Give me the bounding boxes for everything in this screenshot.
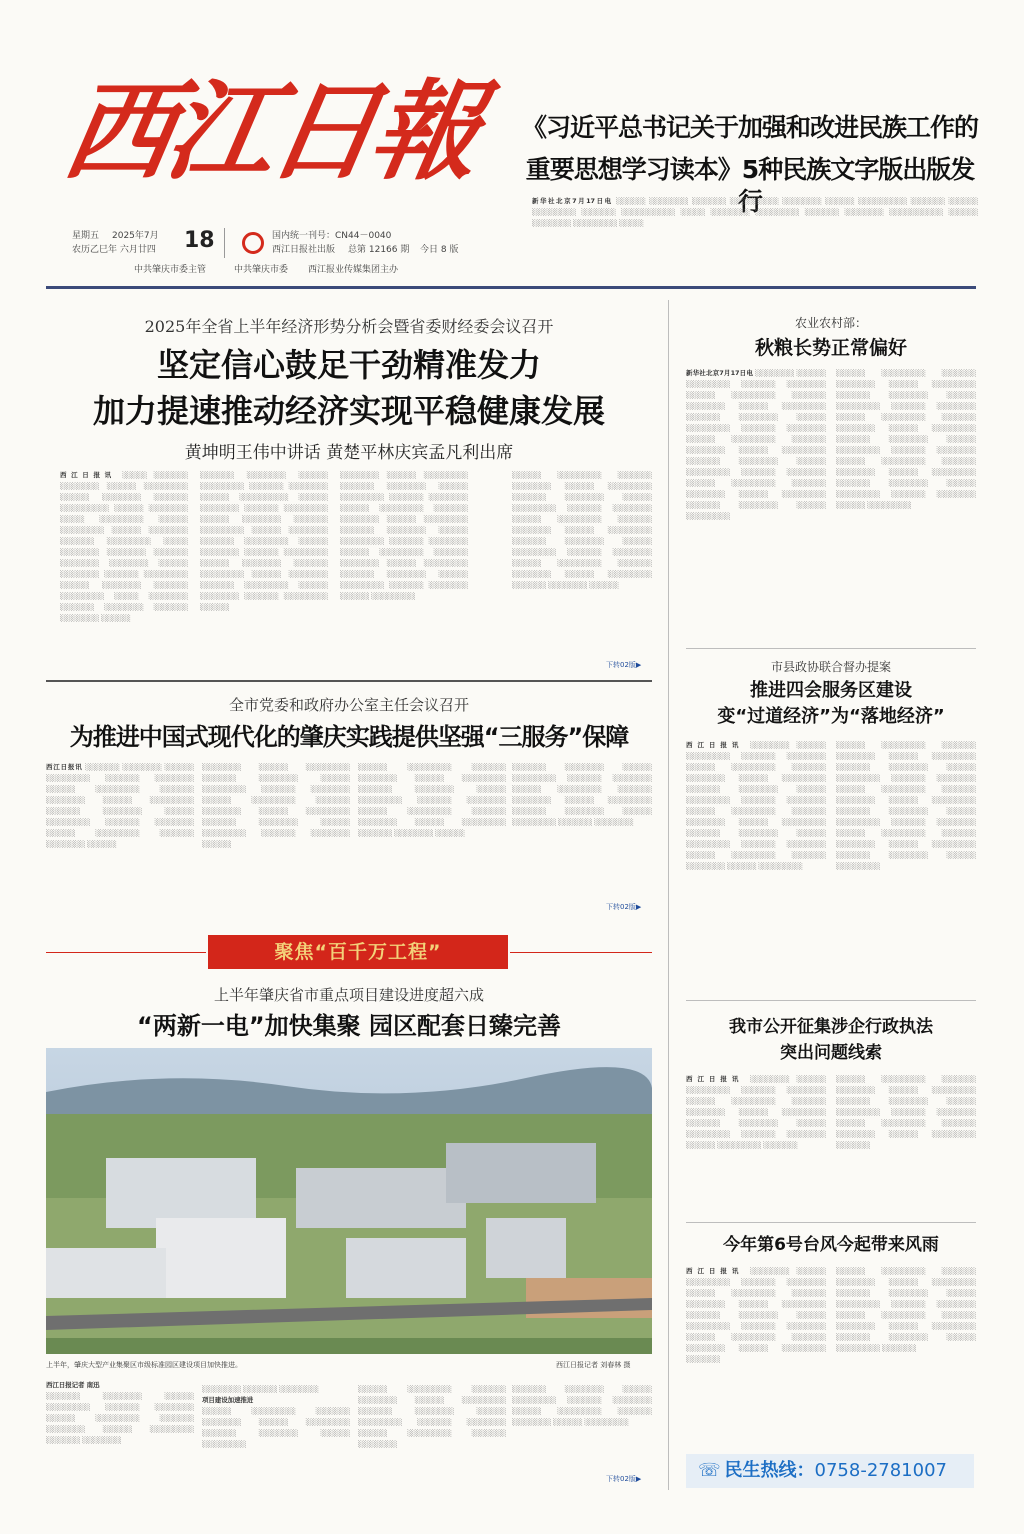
top-story-dateline: 新华社北京7月17日电 [532,197,613,205]
weekday: 星期五 [72,231,100,241]
date-line: 2025年7月 [112,231,159,241]
third-byline: 西江日报记者 南迅 [46,1381,100,1389]
second-byline: 西江日报讯 [46,763,83,771]
third-column-4: ░░░░░░░ ░░░░░░░░ ░░░░░░ ░░░░░░░░░ ░░░░░░░ ░░░░░░░░ ░░░░░░ ░░░░░░░░░ ░░░░░░░ ░░░░░░░░ ░░░░░░ ░░░░░░░░░ [512,1385,652,1426]
day-number: 18 [184,228,215,253]
lead-subtitle: 黄坤明王伟中讲话 黄楚平林庆宾孟凡利出席 [184,443,514,463]
lead-column-1: 西江日报讯 ░░░░░ ░░░░░░░ ░░░░░░░░ ░░░░░░ ░░░░░░░░░ ░░░░░░ ░░░░░░░░ ░░░░░░░ ░░░░░░░░░░ ░░░░░░ ░░░░░░░░ ░░░░░ ░░░░░░░░░ ░░░░░░ ░░░░░░░░░ ░░░░░░ ░░░░░░░░ ░░░░░░░ ░░░░░░░░░ ░░░░░ ░░░░░░░░ ░░░░░░░░ ░░░░░░░ ░░░░░░░░ ░░░░░░░░ ░░░░░░ ░░░░░░░░ ░░░░░░░ ░░░░░░░░░ ░░░░░░ ░░░░░░░░ ░░░░░░░ ░░░░░░░░░ ░░░░░ ░░░░░░░░ ░░░░░░░ ░░░░░░░░ ░░░░░░░ ░░░░░░░░ ░░░░░░ [60,471,188,622]
right-s1-dateline: 新华社北京7月17日电 [686,369,753,377]
lunar-date: 农历乙巳年 六月廿四 [72,245,156,255]
second-title: 为推进中国式现代化的肇庆实践提供坚强“三服务”保障 [69,723,629,751]
third-column-2: ░░░░░░░░ ░░░░░░░ ░░░░░░░░ 项目建设加速推进 ░░░░░░ ░░░░░░░░░ ░░░░░░░ ░░░░░░░░ ░░░░░░ ░░░░░░░░░ ░░░░░░░ ░░░░░░░░ ░░░░░░ ░░░░░░░░░ [202,1385,350,1448]
top-story-title-1: 《习近平总书记关于加强和改进民族工作的 [521,113,978,142]
right-s1-column-2: ░░░░░░ ░░░░░░░░░ ░░░░░░░ ░░░░░░░░ ░░░░░░ ░░░░░░░░░ ░░░░░░░ ░░░░░░░░ ░░░░░░ ░░░░░░░░░ ░░░░░░░ ░░░░░░░░ ░░░░░░ ░░░░░░░░░ ░░░░░░░ ░░░░░░░░ ░░░░░░ ░░░░░░░░░ ░░░░░░░ ░░░░░░░░ ░░░░░░ ░░░░░░░░░ ░░░░░░░ ░░░░░░░░ ░░░░░░ ░░░░░░░░░ ░░░░░░░ ░░░░░░░░ ░░░░░░ ░░░░░░░░░ ░░░░░░░ ░░░░░░░░ ░░░░░░ ░░░░░░░░░ ░░░░░░░ ░░░░░░░░ ░░░░░░ ░░░░░░░░░ [836,369,976,509]
third-title: “两新一电”加快集聚 园区配套日臻完善 [137,1012,561,1040]
right-s3-column-2: ░░░░░░ ░░░░░░░░░ ░░░░░░░ ░░░░░░░░ ░░░░░░ ░░░░░░░░░ ░░░░░░░ ░░░░░░░░ ░░░░░░ ░░░░░░░░░ ░░░░░░░ ░░░░░░░░ ░░░░░░ ░░░░░░░░░ ░░░░░░░ ░░░░░░░░ ░░░░░░ ░░░░░░░░░ ░░░░░░░ [836,1075,976,1149]
top-story-body: 新华社北京7月17日电 ░░░░░░ ░░░░░░░░ ░░░░░░░ ░░░░░░░░░░ ░░░░░░░░ ░░░░░░ ░░░░░░░░░░ ░░░░░░░ ░░░░░░ ░░░░░░░░░ ░░░░░░░ ░░░░░░░░░░░ ░░░░░ ░░░░░░░░ ░░░░░░░░░ ░░░░░░░ ░░░░░░░░ ░░░░░░░░░░░ ░░░░░░ ░░░░░░░░ ░░░░░░░░░ ░░░░░ [532,197,978,227]
lead-kicker: 2025年全省上半年经济形势分析会暨省委财经委会议召开 [144,317,554,336]
second-continued[interactable]: 下转02版▶ [606,903,642,911]
right-s3-byline: 西江日报讯 [686,1075,744,1083]
right-s4-column-2: ░░░░░░ ░░░░░░░░░ ░░░░░░░ ░░░░░░░░ ░░░░░░ ░░░░░░░░░ ░░░░░░░ ░░░░░░░░ ░░░░░░ ░░░░░░░░░ ░░░░░░░ ░░░░░░░░ ░░░░░░ ░░░░░░░░░ ░░░░░░░ ░░░░░░░░ ░░░░░░ ░░░░░░░░░ ░░░░░░░ ░░░░░░░░ ░░░░░░ ░░░░░░░░░ ░░░░░░░ [836,1267,976,1352]
industrial-park-photo [46,1048,652,1354]
right-rule-3 [686,1222,976,1223]
cn-code: 国内统一刊号：CN44－0040 [272,231,392,241]
publisher: 西江日报社出版 [272,245,336,255]
right-s3-column-1: 西江日报讯 ░░░░░░░░ ░░░░░░ ░░░░░░░░░ ░░░░░░░ ░░░░░░░░ ░░░░░░ ░░░░░░░░░ ░░░░░░░ ░░░░░░░░ ░░░░░░ ░░░░░░░░░ ░░░░░░░ ░░░░░░░░ ░░░░░░ ░░░░░░░░░ ░░░░░░░ ░░░░░░░░ ░░░░░░ ░░░░░░░░░ ░░░░░░░ [686,1075,826,1149]
third-continued[interactable]: 下转02版▶ [606,1475,642,1483]
right-s2-column-1: 西江日报讯 ░░░░░░░░ ░░░░░░ ░░░░░░░░░ ░░░░░░░ ░░░░░░░░ ░░░░░░ ░░░░░░░░░ ░░░░░░░ ░░░░░░░░ ░░░░░░ ░░░░░░░░░ ░░░░░░░ ░░░░░░░░ ░░░░░░ ░░░░░░░░░ ░░░░░░░ ░░░░░░░░ ░░░░░░ ░░░░░░░░░ ░░░░░░░ ░░░░░░░░ ░░░░░░ ░░░░░░░░░ ░░░░░░░ ░░░░░░░░ ░░░░░░ ░░░░░░░░░ ░░░░░░░ ░░░░░░░░ ░░░░░░ ░░░░░░░░░ ░░░░░░░ ░░░░░░░░ ░░░░░░ ░░░░░░░░░ [686,741,826,870]
phone-icon: ☏ [698,1460,721,1481]
right-s2-title-1: 推进四会服务区建设 [750,680,912,701]
right-rule-1 [686,648,976,649]
lead-continued[interactable]: 下转02版▶ [606,661,642,669]
masthead-title: 西江日報 [54,69,486,195]
photo-credit: 西江日报记者 刘春林 摄 [556,1361,631,1369]
lead-column-2: ░░░░░░░ ░░░░░░░░ ░░░░░░ ░░░░░░░░░ ░░░░░░░ ░░░░░░░░ ░░░░░░ ░░░░░░░░░░ ░░░░░░ ░░░░░░░░ ░░░░░░░ ░░░░░░░░░ ░░░░░░ ░░░░░░░░ ░░░░░░░ ░░░░░░░░░ ░░░░░░ ░░░░░░░░ ░░░░░░░ ░░░░░░░░░ ░░░░░░ ░░░░░░░░ ░░░░░░░ ░░░░░░░░░ ░░░░░░ ░░░░░░░░ ░░░░░░░ ░░░░░░░░░ ░░░░░░ ░░░░░░░░ ░░░░░░░ ░░░░░░░░░ ░░░░░░ ░░░░░░░░ ░░░░░░░ ░░░░░░░░░ ░░░░░░ [200,471,328,611]
section-rule-1 [46,680,652,682]
second-kicker: 全市党委和政府办公室主任会议召开 [228,696,469,714]
right-s4-column-1: 西江日报讯 ░░░░░░░░ ░░░░░░ ░░░░░░░░░ ░░░░░░░ ░░░░░░░░ ░░░░░░ ░░░░░░░░░ ░░░░░░░ ░░░░░░░░ ░░░░░░ ░░░░░░░░░ ░░░░░░░ ░░░░░░░░ ░░░░░░ ░░░░░░░░░ ░░░░░░░ ░░░░░░░░ ░░░░░░ ░░░░░░░░░ ░░░░░░░ ░░░░░░░░ ░░░░░░ ░░░░░░░░░ ░░░░░░░ [686,1267,826,1363]
right-s2-byline: 西江日报讯 [686,741,744,749]
second-column-1: 西江日报讯 ░░░░░░░ ░░░░░░░░ ░░░░░░ ░░░░░░░░░ ░░░░░░░ ░░░░░░░░ ░░░░░░ ░░░░░░░░░ ░░░░░░░ ░░░░░░░░ ░░░░░░ ░░░░░░░░░ ░░░░░░░ ░░░░░░░░ ░░░░░░ ░░░░░░░░░ ░░░░░░░ ░░░░░░░░ ░░░░░░ ░░░░░░░░░ ░░░░░░░ ░░░░░░░░ ░░░░░░ [46,763,194,848]
banner-rule-left [46,952,206,953]
sponsor-1: 中共肇庆市委主管 [134,265,207,275]
issue-number: 总第 12166 期 [348,245,410,255]
top-story-title-2: 重要思想学习读本》5种民族文字版出版发行 [525,155,975,216]
right-s1-kicker: 农业农村部： [794,316,867,330]
third-kicker: 上半年肇庆省市重点项目建设进度超六成 [213,986,484,1004]
photo-caption: 上半年，肇庆大型产业集聚区市级标准园区建设项目加快推进。 [46,1361,242,1369]
third-section-head: 项目建设加速推进 [202,1396,254,1404]
masthead-rule [46,286,976,289]
banner-rule-right [510,952,652,953]
lead-title-2: 加力提速推动经济实现平稳健康发展 [92,392,605,430]
lead-column-4: ░░░░░░ ░░░░░░░░░ ░░░░░░░ ░░░░░░░░ ░░░░░░ ░░░░░░░░░ ░░░░░░░ ░░░░░░░░ ░░░░░░ ░░░░░░░░░ ░░░░░░░ ░░░░░░░░ ░░░░░░ ░░░░░░░░░ ░░░░░░░ ░░░░░░░░ ░░░░░░ ░░░░░░░░░ ░░░░░░░ ░░░░░░░░ ░░░░░░ ░░░░░░░░░ ░░░░░░░ ░░░░░░░░ ░░░░░░ ░░░░░░░░░ ░░░░░░░ ░░░░░░░░ ░░░░░░ ░░░░░░░░░ ░░░░░░░ ░░░░░░░░ ░░░░░░ [512,471,652,589]
lead-byline: 西江日报讯 [60,471,116,479]
lead-column-3: ░░░░░░░░ ░░░░░░ ░░░░░░░░░ ░░░░░░░ ░░░░░░░░ ░░░░░░ ░░░░░░░░░ ░░░░░░░ ░░░░░░░░ ░░░░░░ ░░░░░░░░░ ░░░░░░░ ░░░░░░░░ ░░░░░░ ░░░░░░░░░ ░░░░░░░ ░░░░░░░░ ░░░░░░ ░░░░░░░░░ ░░░░░░░ ░░░░░░░░ ░░░░░░ ░░░░░░░░░ ░░░░░░░ ░░░░░░░░ ░░░░░░ ░░░░░░░░░ ░░░░░░░ ░░░░░░░░ ░░░░░░ ░░░░░░░░░ ░░░░░░░ ░░░░░░░░ ░░░░░░ ░░░░░░░░░ [340,471,468,600]
right-s2-kicker: 市县政协联合督办提案 [770,660,891,674]
newspaper-logo-icon [242,232,264,254]
meta-divider [224,228,225,258]
second-column-3: ░░░░░░ ░░░░░░░░░ ░░░░░░░ ░░░░░░░░ ░░░░░░ ░░░░░░░░░ ░░░░░░░ ░░░░░░░░ ░░░░░░ ░░░░░░░░░ ░░░░░░░ ░░░░░░░░ ░░░░░░ ░░░░░░░░░ ░░░░░░░ ░░░░░░░░ ░░░░░░ ░░░░░░░░░ ░░░░░░░ ░░░░░░░░ ░░░░░░ [358,763,506,837]
section-banner: 聚焦“百千万工程” [208,935,508,969]
right-s4-title: 今年第6号台风今起带来风雨 [723,1235,939,1255]
right-rule-2 [686,1000,976,1001]
hotline-label: 民生热线： [724,1460,815,1481]
third-column-3: ░░░░░░ ░░░░░░░░░ ░░░░░░░ ░░░░░░░░ ░░░░░░ ░░░░░░░░░ ░░░░░░░ ░░░░░░░░ ░░░░░░ ░░░░░░░░░ ░░░░░░░ ░░░░░░░░ ░░░░░░ ░░░░░░░░░ ░░░░░░░ ░░░░░░░░ [358,1385,506,1448]
right-s3-title-2: 突出问题线索 [780,1043,882,1063]
hotline-box [686,1454,974,1488]
right-s1-title: 秋粮长势正常偏好 [754,337,907,359]
photo-illustration [46,1048,652,1354]
right-s2-column-2: ░░░░░░ ░░░░░░░░░ ░░░░░░░ ░░░░░░░░ ░░░░░░ ░░░░░░░░░ ░░░░░░░ ░░░░░░░░ ░░░░░░ ░░░░░░░░░ ░░░░░░░ ░░░░░░░░ ░░░░░░ ░░░░░░░░░ ░░░░░░░ ░░░░░░░░ ░░░░░░ ░░░░░░░░░ ░░░░░░░ ░░░░░░░░ ░░░░░░ ░░░░░░░░░ ░░░░░░░ ░░░░░░░░ ░░░░░░ ░░░░░░░░░ ░░░░░░░ ░░░░░░░░ ░░░░░░ ░░░░░░░░░ ░░░░░░░ ░░░░░░░░ ░░░░░░ ░░░░░░░░░ [836,741,976,870]
second-column-4: ░░░░░░░ ░░░░░░░░ ░░░░░░ ░░░░░░░░░ ░░░░░░░ ░░░░░░░░ ░░░░░░ ░░░░░░░░░ ░░░░░░░ ░░░░░░░░ ░░░░░░ ░░░░░░░░░ ░░░░░░░ ░░░░░░░░ ░░░░░░ ░░░░░░░░░ ░░░░░░░ ░░░░░░░░ [512,763,652,826]
third-column-1: 西江日报记者 南迅 ░░░░░░░ ░░░░░░░░ ░░░░░░ ░░░░░░░░░ ░░░░░░░ ░░░░░░░░ ░░░░░░ ░░░░░░░░░ ░░░░░░░ ░░░░░░░░ ░░░░░░ ░░░░░░░░░ ░░░░░░░ ░░░░░░░░ [46,1381,194,1444]
right-s4-byline: 西江日报讯 [686,1267,744,1275]
right-s3-title-1: 我市公开征集涉企行政执法 [729,1017,933,1037]
column-divider [668,300,669,1490]
sponsor-3: 西江报业传媒集团主办 [308,265,399,275]
lead-title-1: 坚定信心鼓足干劲精准发力 [156,346,541,384]
sponsor-2: 中共肇庆市委 [234,265,289,275]
second-column-2: ░░░░░░░░ ░░░░░░ ░░░░░░░░░ ░░░░░░░ ░░░░░░░░ ░░░░░░ ░░░░░░░░░ ░░░░░░░ ░░░░░░░░ ░░░░░░ ░░░░░░░░░ ░░░░░░░ ░░░░░░░░ ░░░░░░ ░░░░░░░░░ ░░░░░░░ ░░░░░░░░ ░░░░░░ ░░░░░░░░░ ░░░░░░░ ░░░░░░░░ ░░░░░░ [202,763,350,848]
right-s1-column-1: 新华社北京7月17日电 ░░░░░░░░ ░░░░░░ ░░░░░░░░░ ░░░░░░░ ░░░░░░░░ ░░░░░░ ░░░░░░░░░ ░░░░░░░ ░░░░░░░░ ░░░░░░ ░░░░░░░░░ ░░░░░░░ ░░░░░░░░ ░░░░░░ ░░░░░░░░░ ░░░░░░░ ░░░░░░░░ ░░░░░░ ░░░░░░░░░ ░░░░░░░ ░░░░░░░░ ░░░░░░ ░░░░░░░░░ ░░░░░░░ ░░░░░░░░ ░░░░░░ ░░░░░░░░░ ░░░░░░░ ░░░░░░░░ ░░░░░░ ░░░░░░░░░ ░░░░░░░ ░░░░░░░░ ░░░░░░ ░░░░░░░░░ ░░░░░░░ ░░░░░░░░ ░░░░░░ ░░░░░░░░░ [686,369,826,520]
page-count: 今日 8 版 [420,245,459,255]
right-s2-title-2: 变“过道经济”为“落地经济” [717,706,945,727]
hotline-number[interactable]: 0758-2781007 [814,1460,947,1481]
